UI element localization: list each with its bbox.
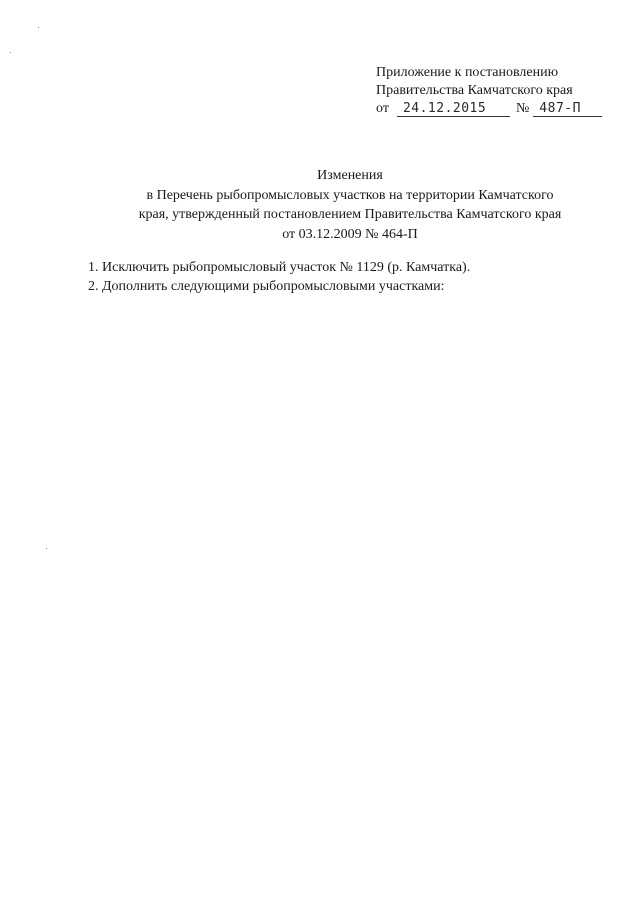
changes-list [88,258,608,296]
scan-speck [10,52,11,53]
title-line-2: в Перечень рыбопромысловых участков на территории Камчатского [146,187,554,203]
appendix-header-line-2: Правительства Камчатского края [376,83,573,98]
title-line-1: Изменения [317,168,383,183]
scan-speck [46,548,47,549]
ref-date-label: от [376,101,389,116]
title-line-3: края, утвержденный постановлением Правительства Камчатского края [138,207,562,222]
resolution-number: 487-П [533,102,602,117]
resolution-date: 24.12.2015 [397,102,510,117]
scan-speck [38,27,39,28]
document-title [80,166,620,244]
list-item: 2. Дополнить следующими рыбопромысловыми участками: [88,279,445,294]
appendix-header [376,64,616,118]
number-sign: № [515,101,530,116]
title-line-4: от 03.12.2009 № 464-П [282,226,418,242]
list-item: 1. Исключить рыбопромысловый участок № 1129 (р. Камчатка). [88,260,471,275]
resolution-reference [376,100,616,118]
appendix-header-line-1: Приложение к постановлению [376,65,559,80]
